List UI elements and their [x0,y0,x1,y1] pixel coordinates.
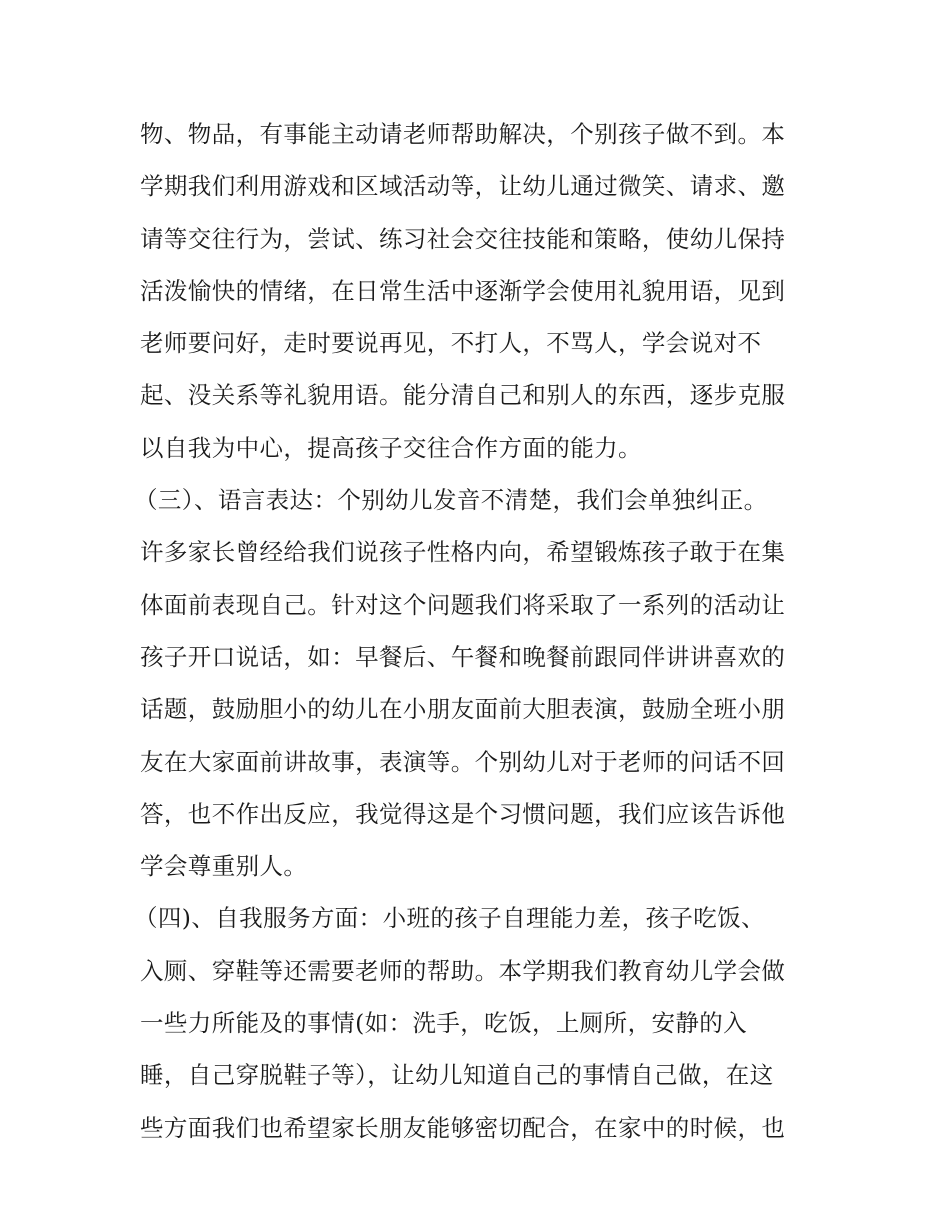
text-line: 活泼愉快的情绪，在日常生活中逐渐学会使用礼貌用语，见到 [140,276,786,305]
text-line: 许多家长曾经给我们说孩子性格内向，希望锻炼孩子敢于在集 [140,538,786,567]
section-heading-line: （四)、自我服务方面：小班的孩子自理能力差，孩子吃饭、 [134,904,765,933]
text-line: 些方面我们也希望家长朋友能够密切配合，在家中的时候，也 [140,1113,786,1142]
text-line: 老师要问好，走时要说再见，不打人，不骂人，学会说对不 [140,329,762,358]
text-line: 入厕、穿鞋等还需要老师的帮助。本学期我们教育幼儿学会做 [140,956,786,985]
text-line: 睡，自己穿脱鞋子等），让幼儿知道自己的事情自己做，在这 [140,1061,774,1090]
text-line: 孩子开口说话，如：早餐后、午餐和晚餐前跟同伴讲讲喜欢的 [140,642,786,671]
text-line: 答，也不作出反应，我觉得这是个习惯问题，我们应该告诉他 [140,799,786,828]
text-line: 物、物品，有事能主动请老师帮助解决，个别孩子做不到。本 [140,120,786,148]
text-line: 学期我们利用游戏和区域活动等，让幼儿通过微笑、请求、邀 [140,172,786,201]
text-line: 请等交往行为，尝试、练习社会交往技能和策略，使幼儿保持 [140,224,786,253]
text-line: 友在大家面前讲故事，表演等。个别幼儿对于老师的问话不回 [140,747,786,776]
text-line: 起、没关系等礼貌用语。能分清自己和别人的东西，逐步克服 [140,381,786,410]
text-line: 一些力所能及的事情(如：洗手，吃饭，上厕所，安静的入 [140,1009,748,1038]
text-line: 体面前表现自己。针对这个问题我们将采取了一系列的活动让 [140,590,786,619]
text-line: 话题，鼓励胆小的幼儿在小朋友面前大胆表演，鼓励全班小朋 [140,695,786,724]
text-line: 学会尊重别人。 [140,852,308,881]
body-text [134,108,820,1154]
section-heading-line: （三）、语言表达：个别幼儿发音不清楚，我们会单独纠正。 [134,486,768,515]
text-line: 以自我为中心，提高孩子交往合作方面的能力。 [140,433,642,462]
